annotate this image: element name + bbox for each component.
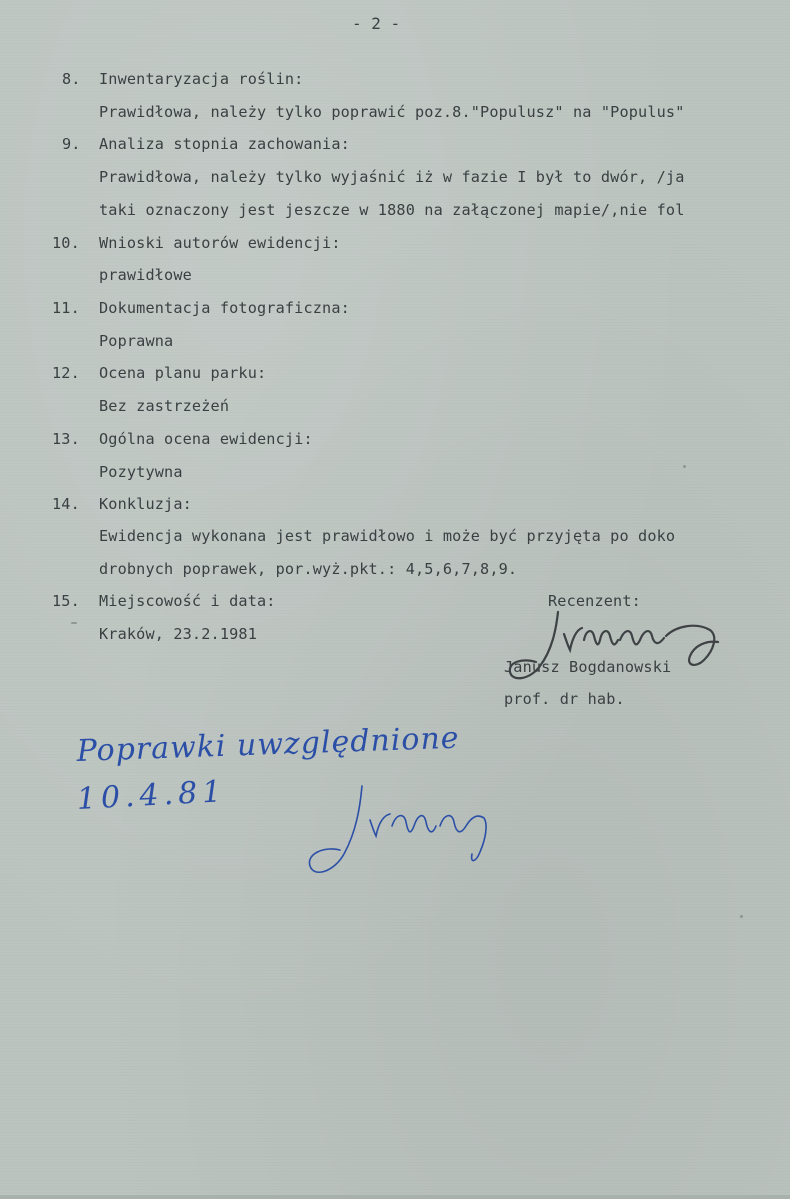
item-11-line-1: Poprawna	[99, 332, 174, 350]
item-13-heading: Ogólna ocena ewidencji:	[99, 430, 313, 448]
item-9-heading: Analiza stopnia zachowania:	[99, 135, 350, 153]
page-bottom-edge	[0, 1195, 790, 1199]
item-14-heading: Konkluzja:	[99, 495, 192, 513]
item-8-heading: Inwentaryzacja roślin:	[99, 70, 304, 88]
page-number: - 2 -	[352, 14, 401, 33]
item-12-line-1: Bez zastrzeżeń	[99, 397, 230, 415]
item-12-heading: Ocena planu parku:	[99, 364, 267, 382]
item-9-number: 9.	[62, 135, 81, 153]
reviewer-name: Janusz Bogdanowski	[504, 658, 672, 676]
item-14-line-1: Ewidencja wykonana jest prawidłowo i może być przyjęta po doko	[99, 527, 676, 545]
item-10-number: 10.	[52, 234, 80, 252]
handwritten-note-date: 10.4.81	[76, 774, 228, 817]
item-8-line-1: Prawidłowa, należy tylko poprawić poz.8."Populusz" na "Populus"	[99, 103, 685, 121]
item-13-number: 13.	[52, 430, 80, 448]
item-8-number: 8.	[62, 70, 81, 88]
paper-speck	[740, 915, 743, 918]
item-14-number: 14.	[52, 495, 80, 513]
item-11-heading: Dokumentacja fotograficzna:	[99, 299, 350, 317]
reviewer-label: Recenzent:	[548, 592, 641, 610]
reviewer-title: prof. dr hab.	[504, 690, 625, 708]
paper-speck	[71, 622, 77, 624]
item-14-line-2: drobnych poprawek, por.wyż.pkt.: 4,5,6,7,8,9.	[99, 560, 518, 578]
item-15-number: 15.	[52, 592, 80, 610]
item-12-number: 12.	[52, 364, 80, 382]
item-15-heading: Miejscowość i data:	[99, 592, 276, 610]
handwritten-initials	[300, 780, 520, 890]
item-11-number: 11.	[52, 299, 80, 317]
item-15-line-1: Kraków, 23.2.1981	[99, 625, 257, 643]
item-9-line-2: taki oznaczony jest jeszcze w 1880 na załączonej mapie/,nie fol	[99, 201, 685, 219]
item-9-line-1: Prawidłowa, należy tylko wyjaśnić iż w fazie I był to dwór, /ja	[99, 168, 685, 186]
item-13-line-1: Pozytywna	[99, 463, 183, 481]
item-10-line-1: prawidłowe	[99, 266, 192, 284]
item-10-heading: Wnioski autorów ewidencji:	[99, 234, 341, 252]
paper-speck	[683, 465, 686, 468]
reviewer-signature	[500, 600, 730, 690]
handwritten-note-text: Poprawki uwzględnione	[76, 720, 461, 769]
